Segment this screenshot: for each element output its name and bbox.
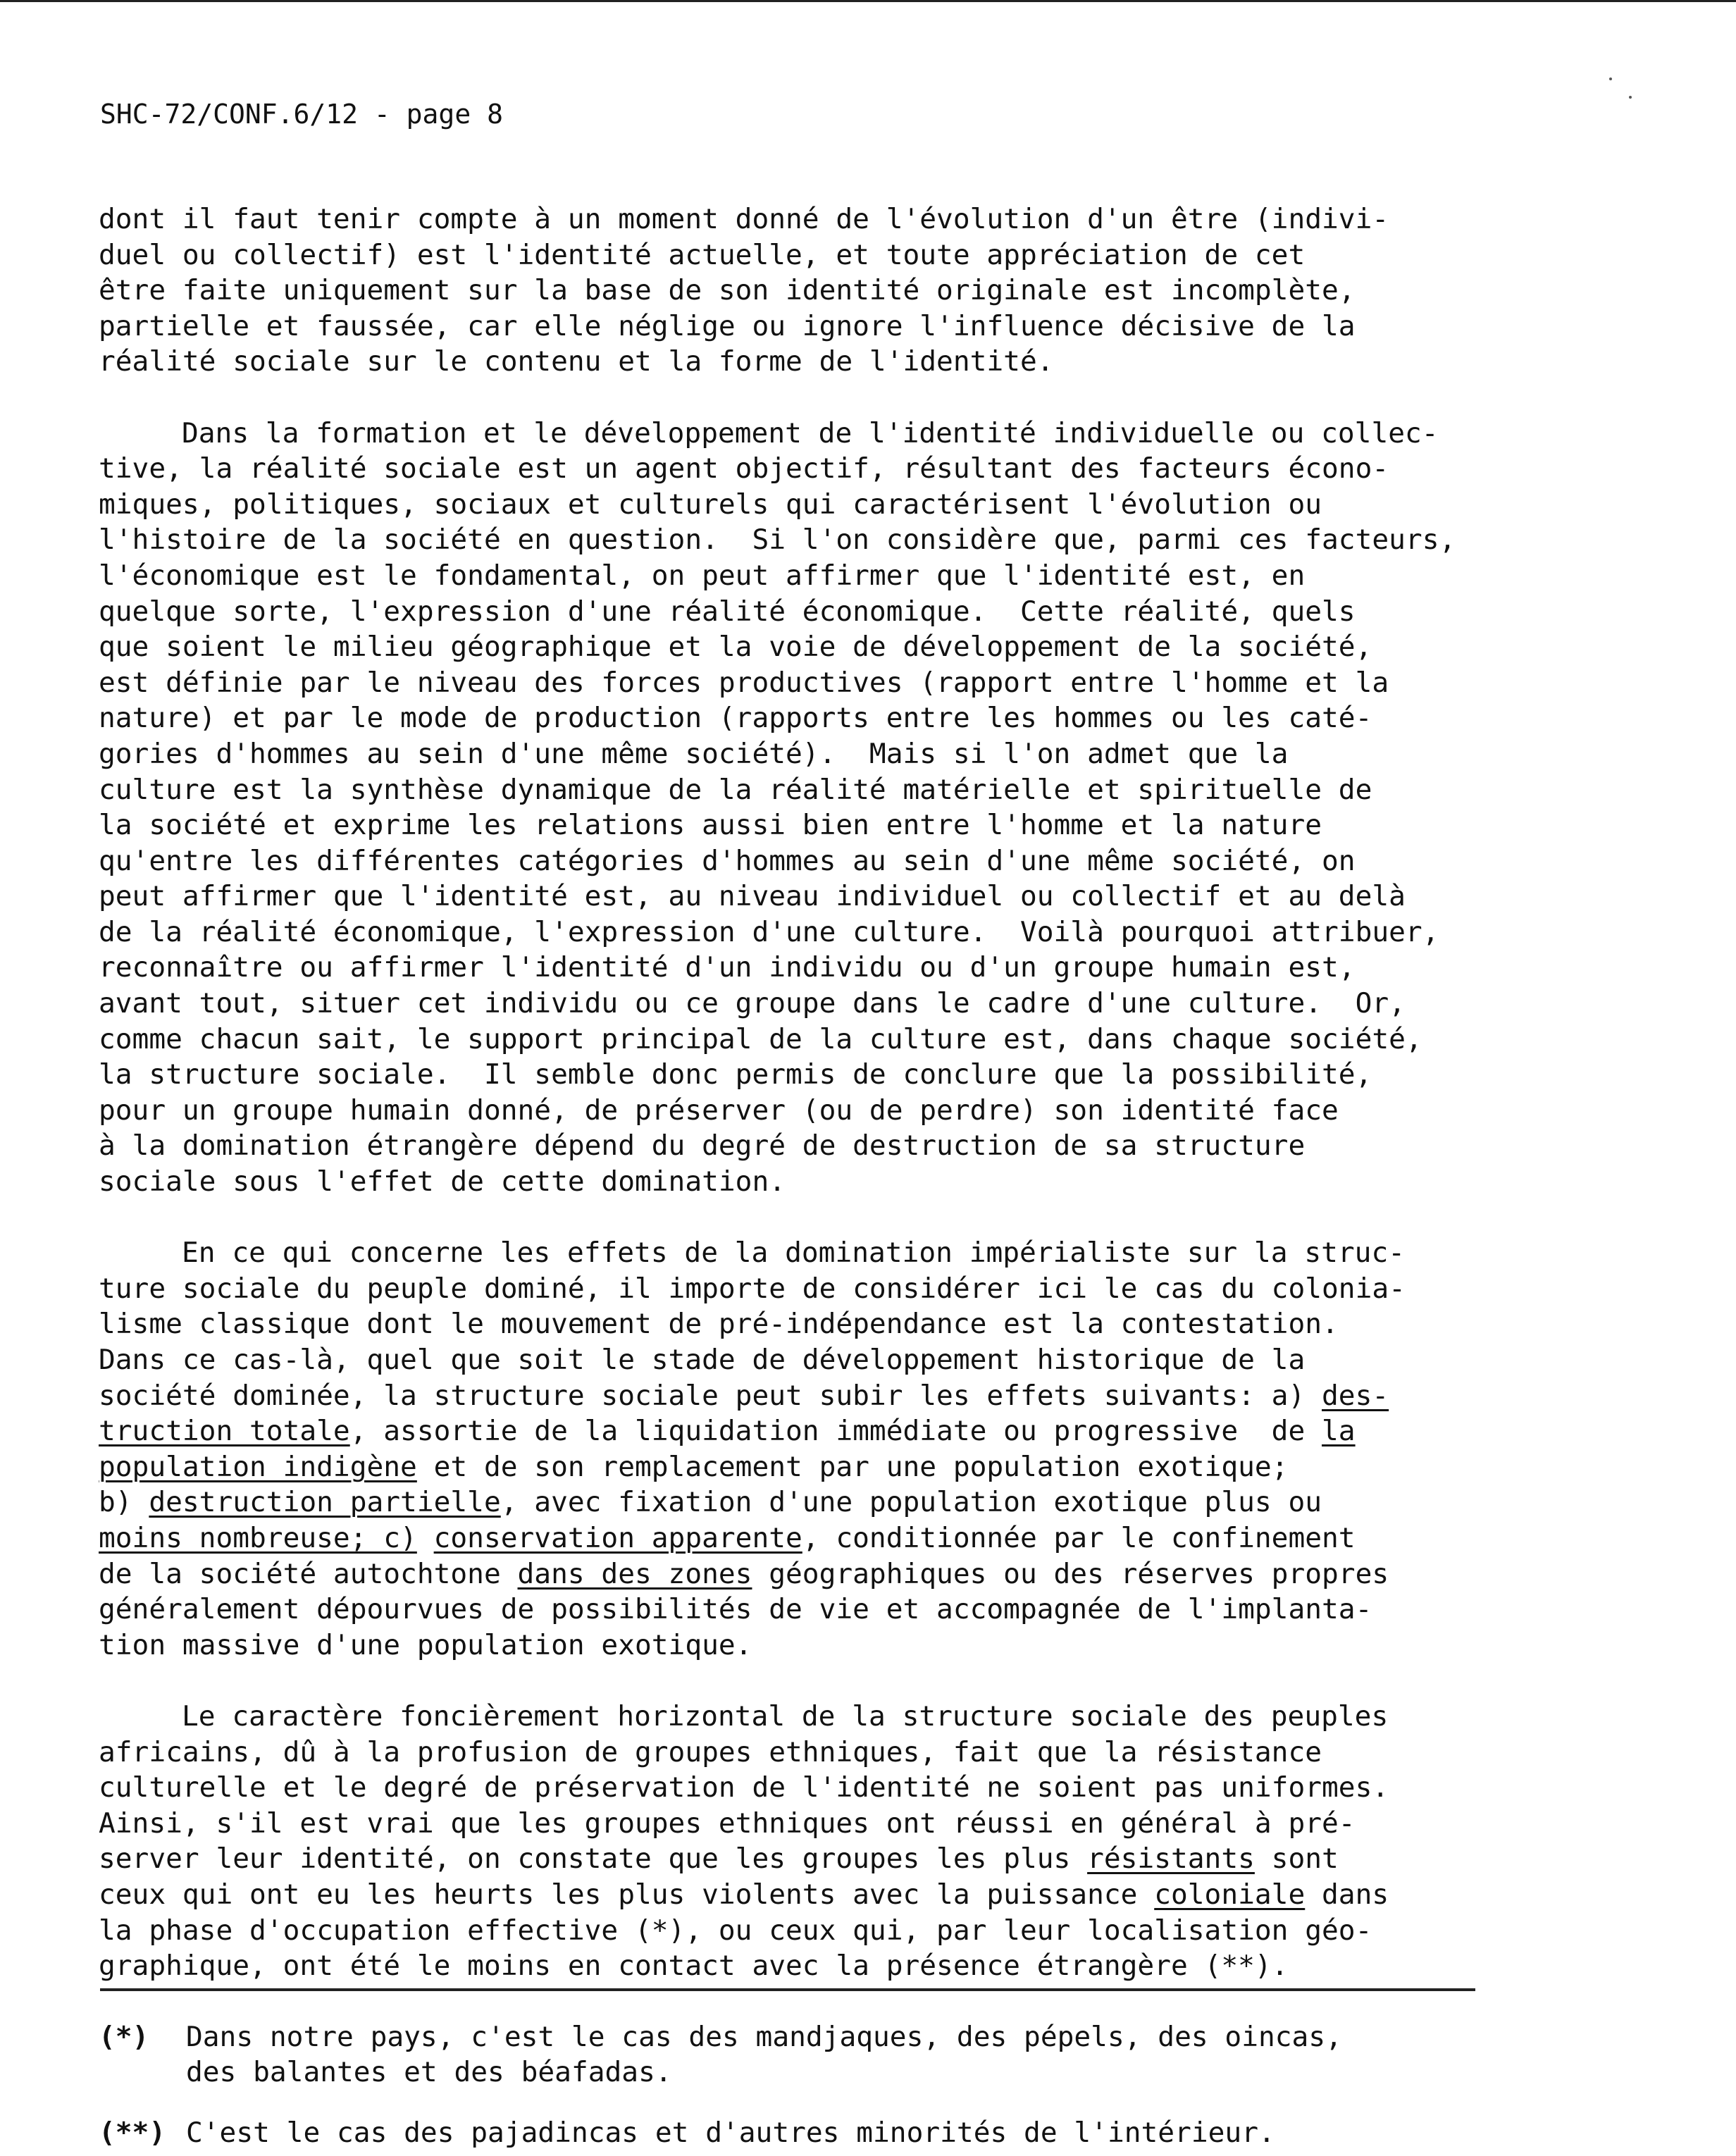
- text-line: de la société autochtone dans des zones géographiques ou des réserves propres: [99, 1557, 1389, 1590]
- footnote-line: C'est le cas des pajadincas et d'autres minorités de l'intérieur.: [186, 2117, 1275, 2149]
- text-line: ceux qui ont eu les heurts les plus violents avec la puissance coloniale dans: [99, 1878, 1389, 1911]
- text-line: graphique, ont été le moins en contact avec la présence étrangère (**).: [99, 1950, 1289, 1983]
- text-line: lisme classique dont le mouvement de pré-indépendance est la contestation.: [99, 1308, 1339, 1341]
- underlined-term: conservation apparente: [433, 1521, 802, 1554]
- text-line: truction totale, assortie de la liquidation immédiate ou progressive de la: [99, 1415, 1356, 1448]
- underlined-term: la: [1322, 1415, 1356, 1448]
- body-text: [99, 202, 1536, 1984]
- text-line: la phase d'occupation effective (*), ou ceux qui, par leur localisation géo-: [99, 1914, 1372, 1947]
- scan-speck: [1629, 96, 1632, 99]
- text-line: b) destruction partielle, avec fixation d'une population exotique plus ou: [99, 1486, 1322, 1519]
- text-line: culturelle et le degré de préservation de l'identité ne soient pas uniformes.: [99, 1771, 1389, 1804]
- text-line: tive, la réalité sociale est un agent objectif, résultant des facteurs écono-: [99, 452, 1389, 485]
- text-line: que soient le milieu géographique et la voie de développement de la société,: [99, 631, 1372, 664]
- underlined-term: moins nombreuse; c): [99, 1521, 417, 1554]
- underlined-term: population indigène: [99, 1450, 417, 1483]
- footnote: [99, 2019, 1508, 2090]
- footnote-separator: [100, 1988, 1475, 1991]
- text-line: duel ou collectif) est l'identité actuelle, et toute appréciation de cet: [99, 238, 1306, 271]
- text-line: population indigène et de son remplacement par une population exotique;: [99, 1450, 1289, 1483]
- text-line: être faite uniquement sur la base de son identité originale est incomplète,: [99, 274, 1356, 307]
- paragraph: [99, 1235, 1536, 1663]
- text-line: à la domination étrangère dépend du degré de destruction de sa structure: [99, 1129, 1306, 1163]
- text-line: l'histoire de la société en question. Si l'on considère que, parmi ces facteurs,: [99, 523, 1456, 557]
- text-line: pour un groupe humain donné, de préserver (ou de perdre) son identité face: [99, 1094, 1339, 1127]
- underlined-term: destruction partielle: [149, 1486, 501, 1519]
- paragraph: [99, 416, 1536, 1200]
- footnote-mark: (**): [99, 2117, 166, 2149]
- text-line: server leur identité, on constate que les groupes les plus résistants sont: [99, 1842, 1339, 1876]
- footnote: [99, 2115, 1508, 2150]
- paragraph: [99, 1699, 1536, 1984]
- text-line: culture est la synthèse dynamique de la réalité matérielle et spirituelle de: [99, 773, 1372, 806]
- underlined-term: coloniale: [1154, 1878, 1306, 1911]
- text-line: partielle et faussée, car elle néglige ou ignore l'influence décisive de la: [99, 309, 1356, 342]
- text-line: miques, politiques, sociaux et culturels qui caractérisent l'évolution ou: [99, 488, 1322, 521]
- paragraph: [99, 202, 1536, 380]
- text-line: est définie par le niveau des forces productives (rapport entre l'homme et la: [99, 666, 1389, 699]
- underlined-term: truction totale: [99, 1415, 350, 1448]
- paragraph-gap: [99, 1200, 1536, 1236]
- top-edge-rule: [0, 0, 1736, 2]
- text-line: tion massive d'une population exotique.: [99, 1628, 752, 1661]
- text-line: peut affirmer que l'identité est, au niveau individuel ou collectif et au delà: [99, 880, 1406, 913]
- text-line: l'économique est le fondamental, on peut affirmer que l'identité est, en: [99, 559, 1306, 592]
- text-line: avant tout, situer cet individu ou ce groupe dans le cadre d'une culture. Or,: [99, 987, 1406, 1020]
- footnote-line: des balantes et des béafadas.: [186, 2056, 672, 2088]
- scan-speck: [1609, 78, 1612, 80]
- footnotes: [99, 2019, 1508, 2150]
- text-line: Dans ce cas-là, quel que soit le stade de développement historique de la: [99, 1344, 1306, 1376]
- underlined-term: dans des zones: [517, 1557, 752, 1590]
- text-line: la structure sociale. Il semble donc permis de conclure que la possibilité,: [99, 1058, 1372, 1091]
- underlined-term: résistants: [1087, 1842, 1255, 1876]
- text-line: comme chacun sait, le support principal de la culture est, dans chaque société,: [99, 1022, 1422, 1055]
- paragraph-gap: [99, 380, 1536, 416]
- text-line: nature) et par le mode de production (rapports entre les hommes ou les caté-: [99, 702, 1372, 735]
- text-line: dont il faut tenir compte à un moment donné de l'évolution d'un être (indivi-: [99, 203, 1389, 235]
- text-line: ture sociale du peuple dominé, il importe de considérer ici le cas du colonia-: [99, 1272, 1406, 1305]
- text-line: qu'entre les différentes catégories d'hommes au sein d'une même société, on: [99, 844, 1356, 877]
- text-line: moins nombreuse; c) conservation apparente, conditionnée par le confinement: [99, 1521, 1356, 1554]
- text-line: quelque sorte, l'expression d'une réalité économique. Cette réalité, quels: [99, 595, 1356, 628]
- footnote-line: Dans notre pays, c'est le cas des mandjaques, des pépels, des oincas,: [186, 2021, 1342, 2053]
- text-line: la société et exprime les relations aussi bien entre l'homme et la nature: [99, 809, 1322, 842]
- text-line: reconnaître ou affirmer l'identité d'un individu ou d'un groupe humain est,: [99, 951, 1356, 984]
- text-line: de la réalité économique, l'expression d'une culture. Voilà pourquoi attribuer,: [99, 915, 1439, 948]
- text-line: Le caractère foncièrement horizontal de la structure sociale des peuples: [182, 1699, 1389, 1733]
- underlined-term: des-: [1322, 1379, 1389, 1412]
- page-header: SHC-72/CONF.6/12 - page 8: [100, 99, 503, 130]
- text-line: société dominée, la structure sociale peut subir les effets suivants: a) des-: [99, 1379, 1389, 1412]
- text-line: réalité sociale sur le contenu et la forme de l'identité.: [99, 345, 1054, 378]
- text-line: africains, dû à la profusion de groupes ethniques, fait que la résistance: [99, 1735, 1322, 1768]
- text-line: gories d'hommes au sein d'une même société). Mais si l'on admet que la: [99, 737, 1289, 770]
- text-line: généralement dépourvues de possibilités de vie et accompagnée de l'implanta-: [99, 1593, 1372, 1626]
- footnote-mark: (*): [99, 2021, 149, 2053]
- text-line: Dans la formation et le développement de l'identité individuelle ou collec-: [182, 416, 1439, 450]
- text-line: En ce qui concerne les effets de la domination impérialiste sur la struc-: [182, 1237, 1406, 1270]
- paragraph-gap: [99, 1663, 1536, 1699]
- text-line: sociale sous l'effet de cette domination.: [99, 1165, 786, 1198]
- text-line: Ainsi, s'il est vrai que les groupes ethniques ont réussi en général à pré-: [99, 1807, 1356, 1840]
